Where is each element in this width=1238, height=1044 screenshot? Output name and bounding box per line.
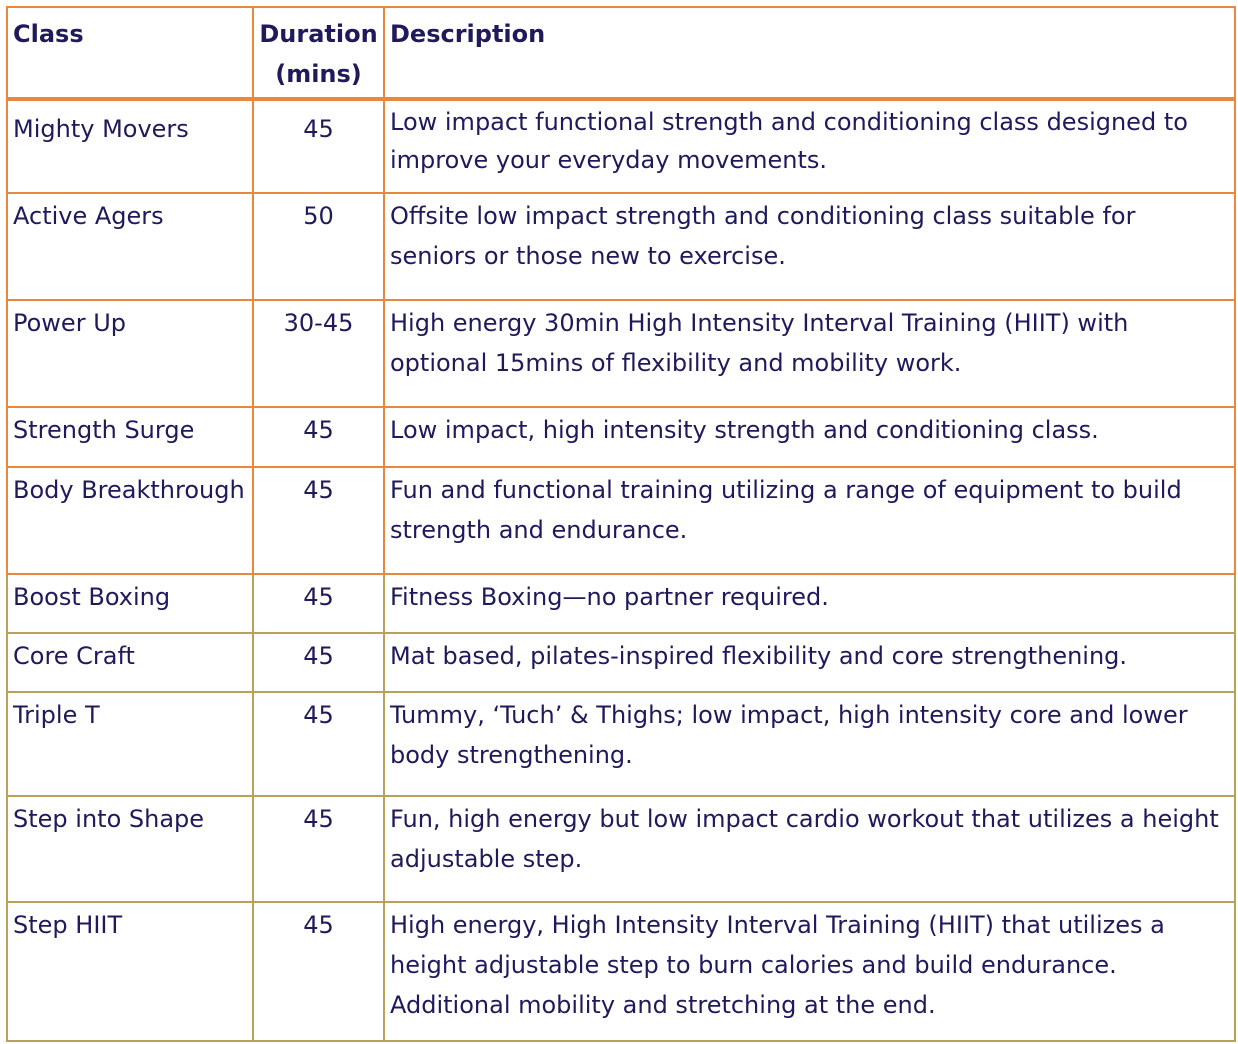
cell-description: Offsite low impact strength and conditioning class suitable for seniors or those new to exercise. — [384, 193, 1235, 300]
table-row — [7, 574, 1235, 633]
table-row — [7, 99, 1235, 193]
table-row — [7, 300, 1235, 407]
cell-description: Fun and functional training utilizing a range of equipment to build strength and endurance. — [384, 467, 1235, 574]
cell-class: Power Up — [7, 300, 253, 407]
table-row — [7, 902, 1235, 1041]
cell-description: Fitness Boxing—no partner required. — [384, 574, 1235, 633]
cell-duration: 45 — [253, 692, 384, 796]
cell-description: Low impact, high intensity strength and conditioning class. — [384, 407, 1235, 467]
cell-class: Body Breakthrough — [7, 467, 253, 574]
cell-class: Triple T — [7, 692, 253, 796]
header-description: Description — [384, 7, 1235, 99]
table-row — [7, 467, 1235, 574]
cell-duration: 45 — [253, 99, 384, 193]
cell-class: Step HIIT — [7, 902, 253, 1041]
header-class: Class — [7, 7, 253, 99]
cell-description: Mat based, pilates-inspired flexibility and core strengthening. — [384, 633, 1235, 692]
cell-duration: 45 — [253, 467, 384, 574]
table-row — [7, 407, 1235, 467]
table-row — [7, 692, 1235, 796]
cell-description: Low impact functional strength and conditioning class designed to improve your everyday movements. — [384, 99, 1235, 193]
cell-class: Active Agers — [7, 193, 253, 300]
cell-duration: 45 — [253, 407, 384, 467]
table-row — [7, 633, 1235, 692]
class-schedule-table — [6, 6, 1236, 1042]
cell-duration: 45 — [253, 574, 384, 633]
table-row — [7, 796, 1235, 902]
header-duration-line1: Duration — [259, 20, 378, 48]
table-row — [7, 193, 1235, 300]
cell-description: High energy, High Intensity Interval Training (HIIT) that utilizes a height adjustable step to burn calories and build endurance. Additional mobility and stretching at the end. — [384, 902, 1235, 1041]
cell-duration: 45 — [253, 633, 384, 692]
cell-description: Fun, high energy but low impact cardio workout that utilizes a height adjustable step. — [384, 796, 1235, 902]
cell-class: Strength Surge — [7, 407, 253, 467]
cell-duration: 45 — [253, 902, 384, 1041]
cell-class: Mighty Movers — [7, 99, 253, 193]
cell-class: Core Craft — [7, 633, 253, 692]
header-row — [7, 7, 1235, 99]
cell-description: Tummy, ‘Tuch’ & Thighs; low impact, high intensity core and lower body strengthening. — [384, 692, 1235, 796]
header-duration — [253, 7, 384, 99]
cell-duration: 45 — [253, 796, 384, 902]
cell-class: Step into Shape — [7, 796, 253, 902]
cell-duration: 30-45 — [253, 300, 384, 407]
cell-duration: 50 — [253, 193, 384, 300]
header-duration-line2: (mins) — [275, 60, 362, 88]
cell-class: Boost Boxing — [7, 574, 253, 633]
cell-description: High energy 30min High Intensity Interval Training (HIIT) with optional 15mins of flexibility and mobility work. — [384, 300, 1235, 407]
